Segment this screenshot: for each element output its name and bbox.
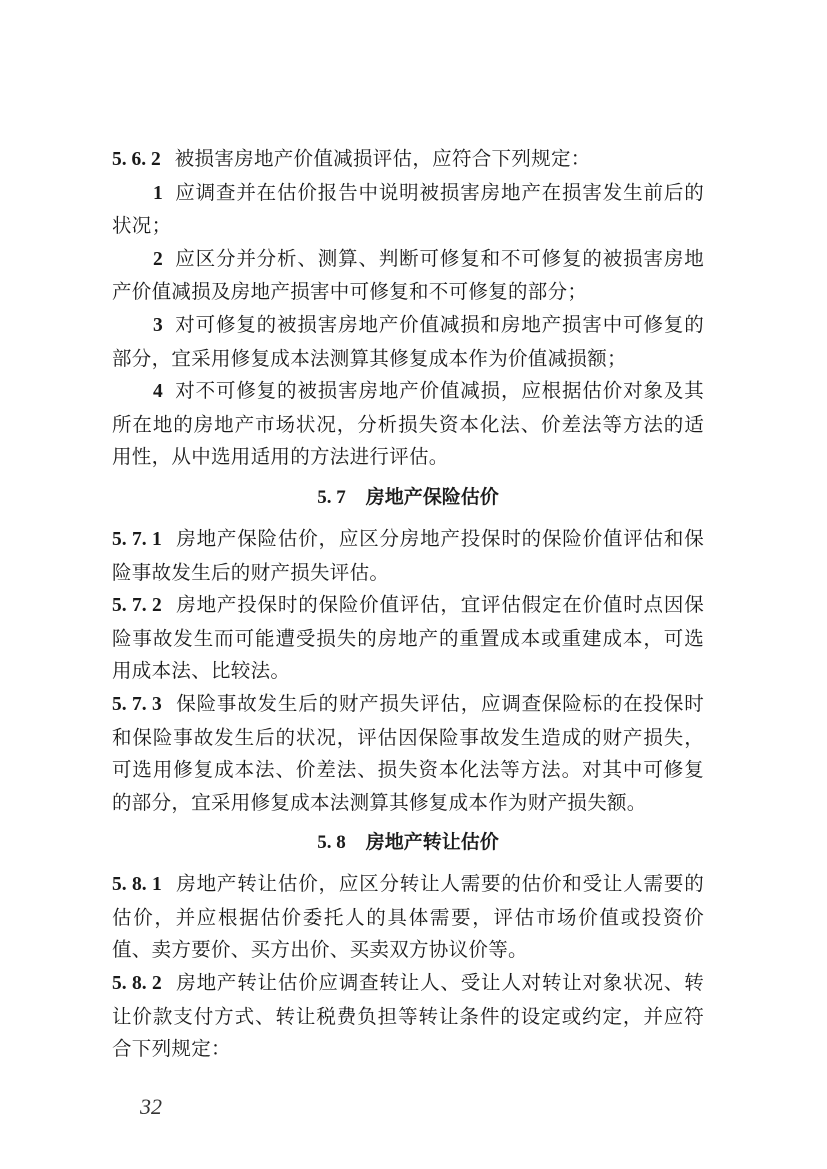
item-number: 1 [152, 182, 163, 204]
clause-number: 5. 7. 3 [112, 693, 162, 715]
item-text: 应调查并在估价报告中说明被损害房地产在损害发生前后的状况； [112, 180, 704, 238]
list-item [112, 309, 704, 375]
section-number: 5. 7 [317, 486, 346, 508]
item-text: 对不可修复的被损害房地产价值减损，应根据估价对象及其所在地的房地产市场状况，分析损失资本化法、价差法等方法的适用性，从中选用适用的方法进行评估。 [112, 379, 704, 469]
section-title: 房地产保险估价 [365, 485, 499, 508]
clause-5-6-2 [112, 143, 704, 177]
section-number: 5. 8 [317, 832, 346, 854]
clause-5-8-1 [112, 868, 704, 967]
list-item [112, 243, 704, 309]
clause-text: 房地产投保时的保险价值评估，宜评估假定在价值时点因保险事故发生而可能遭受损失的房地产的重置成本或重建成本，可选用成本法、比较法。 [112, 593, 704, 683]
clause-number: 5. 6. 2 [112, 149, 161, 170]
clause-number: 5. 8. 2 [112, 973, 162, 995]
clause-text: 保险事故发生后的财产损失评估，应调查保险标的在投保时和保险事故发生后的状况，评估因保险事故发生造成的财产损失，可选用修复成本法、价差法、损失资本化法等方法。对其中可修复的部分，宜采用修复成本法测算其修复成本作为财产损失额。 [112, 691, 704, 814]
item-number: 3 [152, 314, 163, 336]
page-number: 32 [140, 1094, 162, 1119]
section-heading-5-8 [112, 829, 704, 856]
clause-5-7-1 [112, 523, 704, 589]
document-page [112, 143, 704, 1066]
item-number: 2 [152, 248, 163, 270]
clause-text: 房地产保险估价，应区分房地产投保时的保险价值评估和保险事故发生后的财产损失评估。 [112, 526, 704, 584]
item-number: 4 [152, 381, 163, 403]
clause-text: 房地产转让估价，应区分转让人需要的估价和受让人需要的估价，并应根据估价委托人的具体需要，评估市场价值或投资价值、卖方要价、买方出价、买卖双方协议价等。 [112, 872, 704, 962]
clause-text: 被损害房地产价值减损评估，应符合下列规定： [174, 147, 591, 170]
clause-5-7-3 [112, 688, 704, 819]
section-title: 房地产转让估价 [365, 831, 499, 854]
clause-5-8-2 [112, 967, 704, 1066]
clause-number: 5. 7. 2 [112, 595, 162, 617]
section-heading-5-7 [112, 484, 704, 511]
list-item [112, 375, 704, 474]
item-text: 应区分并分析、测算、判断可修复和不可修复的被损害房地产价值减损及房地产损害中可修复和不可修复的部分； [112, 246, 704, 304]
list-item [112, 177, 704, 243]
clause-number: 5. 7. 1 [112, 528, 162, 550]
item-text: 对可修复的被损害房地产价值减损和房地产损害中可修复的部分，宜采用修复成本法测算其修复成本作为价值减损额； [112, 312, 704, 370]
clause-text: 房地产转让估价应调查转让人、受让人对转让对象状况、转让价款支付方式、转让税费负担等转让条件的设定或约定，并应符合下列规定： [112, 971, 704, 1061]
clause-number: 5. 8. 1 [112, 874, 162, 896]
clause-5-7-2 [112, 589, 704, 688]
